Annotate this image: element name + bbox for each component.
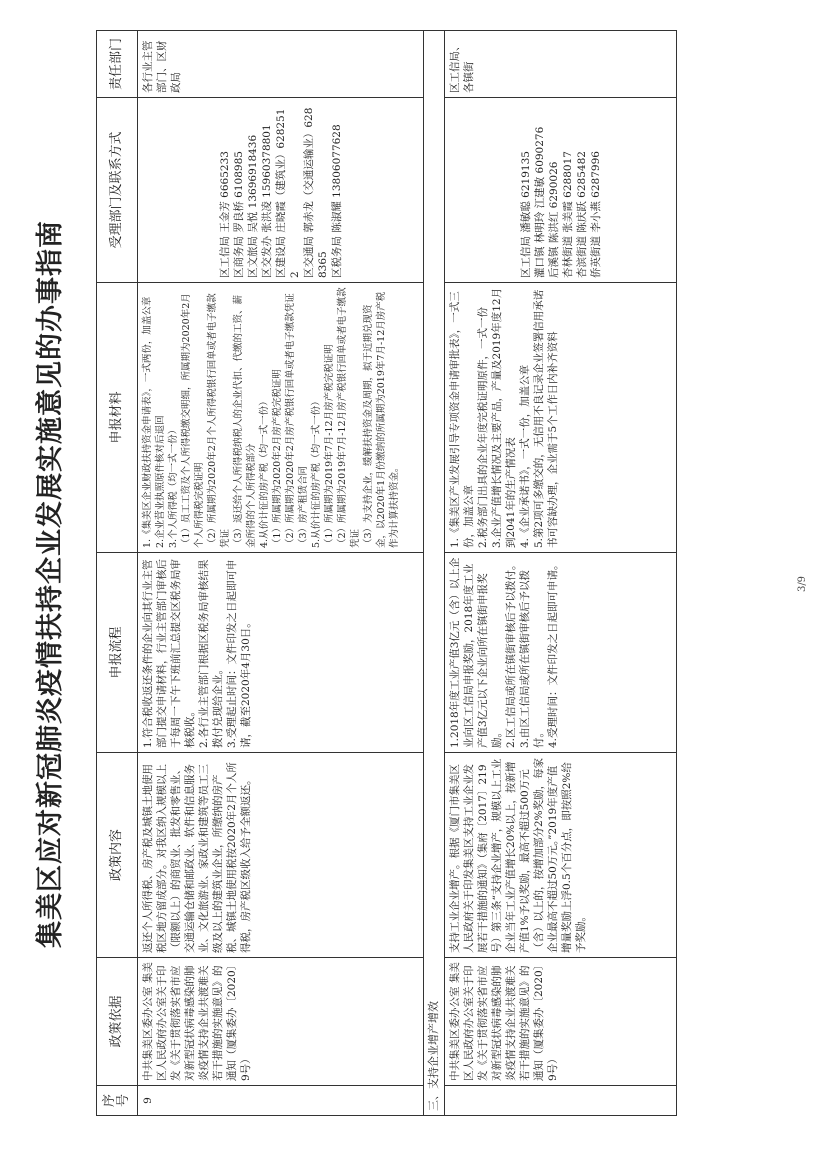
row9-content: 返还个人所得税、房产税及城镇土地使用税区地方留成部分。对我区纳入规模以上（限额以上）的商贸业、批发和零售业、交通运输仓储和邮政业、软件和信息服务业、文化旅游业、家政业和建筑等员工三级及以上的建筑业企业，所缴纳的房产税、城镇土地使用税按2020年2月个人所得税，房产税区级收入给予全额返还。 [138,753,424,958]
row9-dept-line: 区工信局 王金芳 6665233 [218,151,231,278]
header-basis: 政策依据 [97,958,138,1086]
row9-dept-line: 区商务局 罗良桥 6108985 [232,151,245,278]
row10-dept-line: 后溪镇 陈洪红 6290026 [547,161,560,278]
section-heading: 三、支持企业增产增效 [424,31,445,1116]
table-row-9 [138,31,424,1116]
row9-flow-line: 2.各行业主管部门根据区税务局审核结果拨付兑现给企业。 [198,559,224,748]
row9-flow-line: 1.符合税收返还条件的企业向其行业主管部门提交申请材料，行业主管部门审核后于每周一下午下班前汇总提交区税务局审核税收。 [142,559,196,748]
row10-material-line: 1.《集美区产业发展引导专项资金申请审批表》，一式三份，加盖公章 [449,291,475,548]
row9-material-line: （2）所属期为2019年7月-12月房产税银行回单或者电子缴款凭证 [337,287,361,548]
row10-flow-line: 2.区工信局或所在镇街审核后予以拨付。 [505,559,517,748]
row10-materials [445,283,677,553]
page-number: 3/9 [797,575,808,593]
section-row [424,31,445,1116]
guide-table [96,30,677,1116]
row9-material-line: （2）所属期为2020年2月房产税银行回单或者电子缴款凭证 [285,293,296,548]
header-row [97,31,138,1116]
row9-material-line: 2.企业营业执照原件核对后退回 [155,415,166,548]
row9-flow-line: 3.受理起止时间：文件印发之日起即可申请，截至2020年4月30日。 [226,559,252,748]
row9-material-line: （2）所属期为2020年2月个人所得税银行回单或者电子缴款凭证 [207,293,231,548]
row9-material-line: （3）为支持企业，缓解扶持资金及周期，拟于近期兑现资金，以2020年1月份缴纳的所属期为2019年7月-12月房产税作为计算扶持资金。 [363,291,400,548]
row9-material-line: （1）员工工资及个人所得税缴交明细，所属期为2020年2月个人所得税完税证明 [181,293,205,548]
row9-basis: 中共集美区委办公室 集美区人民政府办公室关于印发《关于贯彻落实省市应对新型冠状病毒感染的肺炎疫情支持企业共渡难关若干措施的实施意见》的通知（厦集委办〔2020〕9号） [138,958,424,1086]
page-title: 集美区应对新冠肺炎疫情扶持企业发展实施意见的办事指南 [35,220,66,948]
row9-dept-line: 区文旅局 吴悦 13696918436 [246,134,259,278]
row9-material-line: 3.个人所得税（均一式一份） [168,424,179,548]
row9-material-line: （3）房产租赁合同 [298,465,309,548]
row9-resp: 各行业主管部门、区财政局 [138,31,424,98]
row10-material-line: 3.企业产值增长情况及主要产品，产量及2019年度12月到2041年的生产情况表 [491,287,517,548]
row10-flow [445,553,677,753]
row9-material-line: 1.《集美区企业财政扶持资金申请表》，一式两份，加盖公章 [142,296,153,548]
row10-basis: 中共集美区委办公室 集美区人民政府办公室关于印发《关于贯彻落实省市应对新型冠状病毒感染的肺炎疫情支持企业共渡难关若干措施的实施意见》的通知（厦集委办〔2020〕9号） [445,958,677,1086]
row10-dept-line: 区工信局 潘敏聪 6219135 [519,151,532,278]
row10-resp: 区工信局、各镇街 [445,31,677,98]
header-content: 政策内容 [97,753,138,958]
row9-material-line: （1）所属期为2020年2月房产税完税证明 [272,369,283,548]
row9-no: 9 [138,1086,424,1116]
row9-material-line: 4.从价计征的房产税（均一式一份） [259,396,270,548]
row9-flow [138,553,424,753]
row10-material-line: 5.第2项可多缴交的，无信用不良记录企业签署信用承诺书可容缺办理，企业需于5个工作日内补齐资料 [533,289,559,548]
row10-content: 支持工业企业增产。根据《厦门市集美区人民政府关于印发集美区支持工业企业发展若干措施的通知》（集府〔2017〕219号）第三条“支持企业增产，规模以上工业企业当年工业产值增长20%以上，按新增产值1%予以奖励，最高不超过500万元（含）以上的，按增加部分2%奖励，每家企业最高不超过50万元。”2019年度产值增量奖励上浮0.5个百分点，即按照2%给予奖励。 [445,753,677,958]
row9-material-line: （1）所属期为2019年7月-12月房产税完税证明 [324,344,335,548]
row10-material-line: 4.《企业承诺书》，一式一份，加盖公章 [519,364,531,548]
row9-materials [138,283,424,553]
row10-dept [445,98,677,283]
row10-flow-line: 1.2018年度工业产值3亿元（含）以上企业向区工信局申报奖励，2018年度工业产值3亿元以下企业向所在镇街申报奖励。 [449,557,503,748]
row10-dept-line: 杏林街道 张美霞 6288017 [561,151,574,278]
row9-dept-line: 区税务局 陈淑耀 13806077628 [330,124,343,278]
header-no: 序号 [97,1086,138,1116]
row9-dept-line: 区建设局 庄晓霞（建筑业）6282512 [274,108,301,278]
header-flow: 申报流程 [97,553,138,753]
row10-dept-line: 灌口镇 林明玲 江建敏 6090276 [533,126,546,278]
row10-material-line: 2.税务部门出具的企业年度完税证明原件，一式一份 [477,306,489,548]
header-materials: 申报材料 [97,283,138,553]
row10-dept-line: 杏滨街道 陈庆跃 6285482 [575,151,588,278]
row9-material-line: 5.从价计征的房产税（均一式一份） [311,396,322,548]
row9-dept [138,98,424,283]
row9-dept-line: 区交通局 郭赤龙（交通运输业）6288365 [302,107,329,278]
row9-material-line: （3）返还给个人所得税纳税人的企业代扣、代缴的工资、薪金所得的个人所得税部分 [233,294,257,548]
row10-dept-line: 侨英街道 李小燕 6287996 [589,151,602,278]
row10-flow-line: 4.受理时间：文件印发之日起即可申请。 [547,559,559,748]
row10-flow-line: 3.由区工信局或所在镇街审核后予以拨付。 [519,569,545,748]
row10-no [445,1086,677,1116]
table-row-10 [445,31,677,1116]
row9-dept-line: 区交发办 张洪凌 15960378801 [260,124,273,278]
header-resp: 责任部门 [97,31,138,98]
header-dept: 受理部门及联系方式 [97,98,138,283]
